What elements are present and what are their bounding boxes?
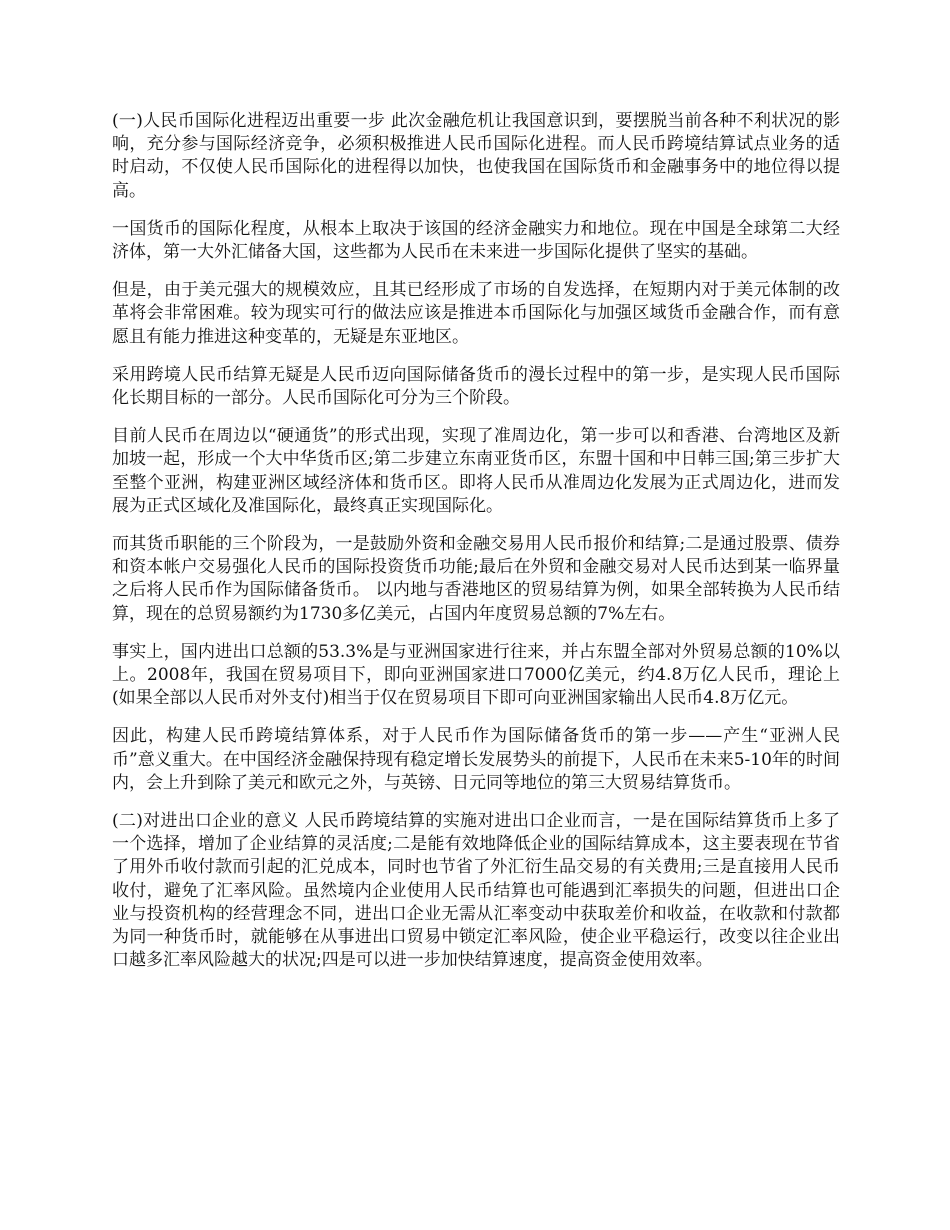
paragraph-three-regional-steps: 目前人民币在周边以“硬通货”的形式出现，实现了准周边化，第一步可以和香港、台湾地区及新加坡一起，形成一个大中华货币区;第二步建立东南亚货币区，东盟十国和中日韩三国;第三步扩大至整个亚洲，构建亚洲区域经济体和货币区。即将人民币从准周边化发展为正式周边化，进而发展为正式区域化及准国际化，最终真正实现国际化。 bbox=[112, 426, 841, 516]
paragraph-three-functional-stages: 而其货币职能的三个阶段为，一是鼓励外资和金融交易用人民币报价和结算;二是通过股票、债券和资本帐户交易强化人民币的国际投资货币功能;最后在外贸和金融交易对人民币达到某一临界量之后将人民币作为国际储备货币。 以内地与香港地区的贸易结算为例，如果全部转换为人民币结算，现在的总贸易额约为1730多亿美元，占国内年度贸易总额的7%左右。 bbox=[112, 534, 840, 624]
document-body bbox=[112, 110, 840, 988]
paragraph-trade-statistics: 事实上，国内进出口总额的53.3%是与亚洲国家进行往来，并占东盟全部对外贸易总额的10%以上。2008年，我国在贸易项目下，即向亚洲国家进口7000亿美元，约4.8万亿人民币，理论上(如果全部以人民币对外支付)相当于仅在贸易项目下即可向亚洲国家输出人民币4.8万亿元。 bbox=[112, 641, 840, 709]
paragraph-enterprise-significance: (二)对进出口企业的意义 人民币跨境结算的实施对进出口企业而言，一是在国际结算货币上多了一个选择，增加了企业结算的灵活度;二是能有效地降低企业的国际结算成本，这主要表现在节省了用外币收付款而引起的汇兑成本，同时也节省了外汇衍生品交易的有关费用;三是直接用人民币收付，避免了汇率风险。虽然境内企业使用人民币结算也可能遇到汇率损失的问题，但进出口企业与投资机构的经营理念不同，进出口企业无需从汇率变动中获取差价和收益，在收款和付款都为同一种货币时，就能够在从事进出口贸易中锁定汇率风险，使企业平稳运行，改变以往企业出口越多汇率风险越大的状况;四是可以进一步加快结算速度，提高资金使用效率。 bbox=[112, 811, 840, 971]
paragraph-intro-rmb-internationalization: (一)人民币国际化进程迈出重要一步 此次金融危机让我国意识到，要摆脱当前各种不利状况的影响，充分参与国际经济竞争，必须积极推进人民币国际化进程。而人民币跨境结算试点业务的适时启动，不仅使人民币国际化的进程得以加快，也使我国在国际货币和金融事务中的地位得以提高。 bbox=[112, 111, 840, 201]
paragraph-dollar-scale-effect: 但是，由于美元强大的规模效应，且其已经形成了市场的自发选择，在短期内对于美元体制的改革将会非常困难。较为现实可行的做法应该是推进本币国际化与加强区域货币金融合作，而有意愿且有能力推进这种变革的，无疑是东亚地区。 bbox=[112, 280, 840, 347]
paragraph-currency-strength: 一国货币的国际化程度，从根本上取决于该国的经济金融实力和地位。现在中国是全球第二大经济体，第一大外汇储备大国，这些都为人民币在未来进一步国际化提供了坚实的基础。 bbox=[112, 218, 840, 263]
paragraph-asian-rmb: 因此，构建人民币跨境结算体系，对于人民币作为国际储备货币的第一步——产生“亚洲人民币”意义重大。在中国经济金融保持现有稳定增长发展势头的前提下，人民币在未来5-10年的时间内，会上升到除了美元和欧元之外，与英镑、日元同等地位的第三大贸易结算货币。 bbox=[112, 726, 840, 793]
paragraph-cross-border-settlement: 采用跨境人民币结算无疑是人民币迈向国际储备货币的漫长过程中的第一步，是实现人民币国际化长期目标的一部分。人民币国际化可分为三个阶段。 bbox=[112, 364, 840, 409]
